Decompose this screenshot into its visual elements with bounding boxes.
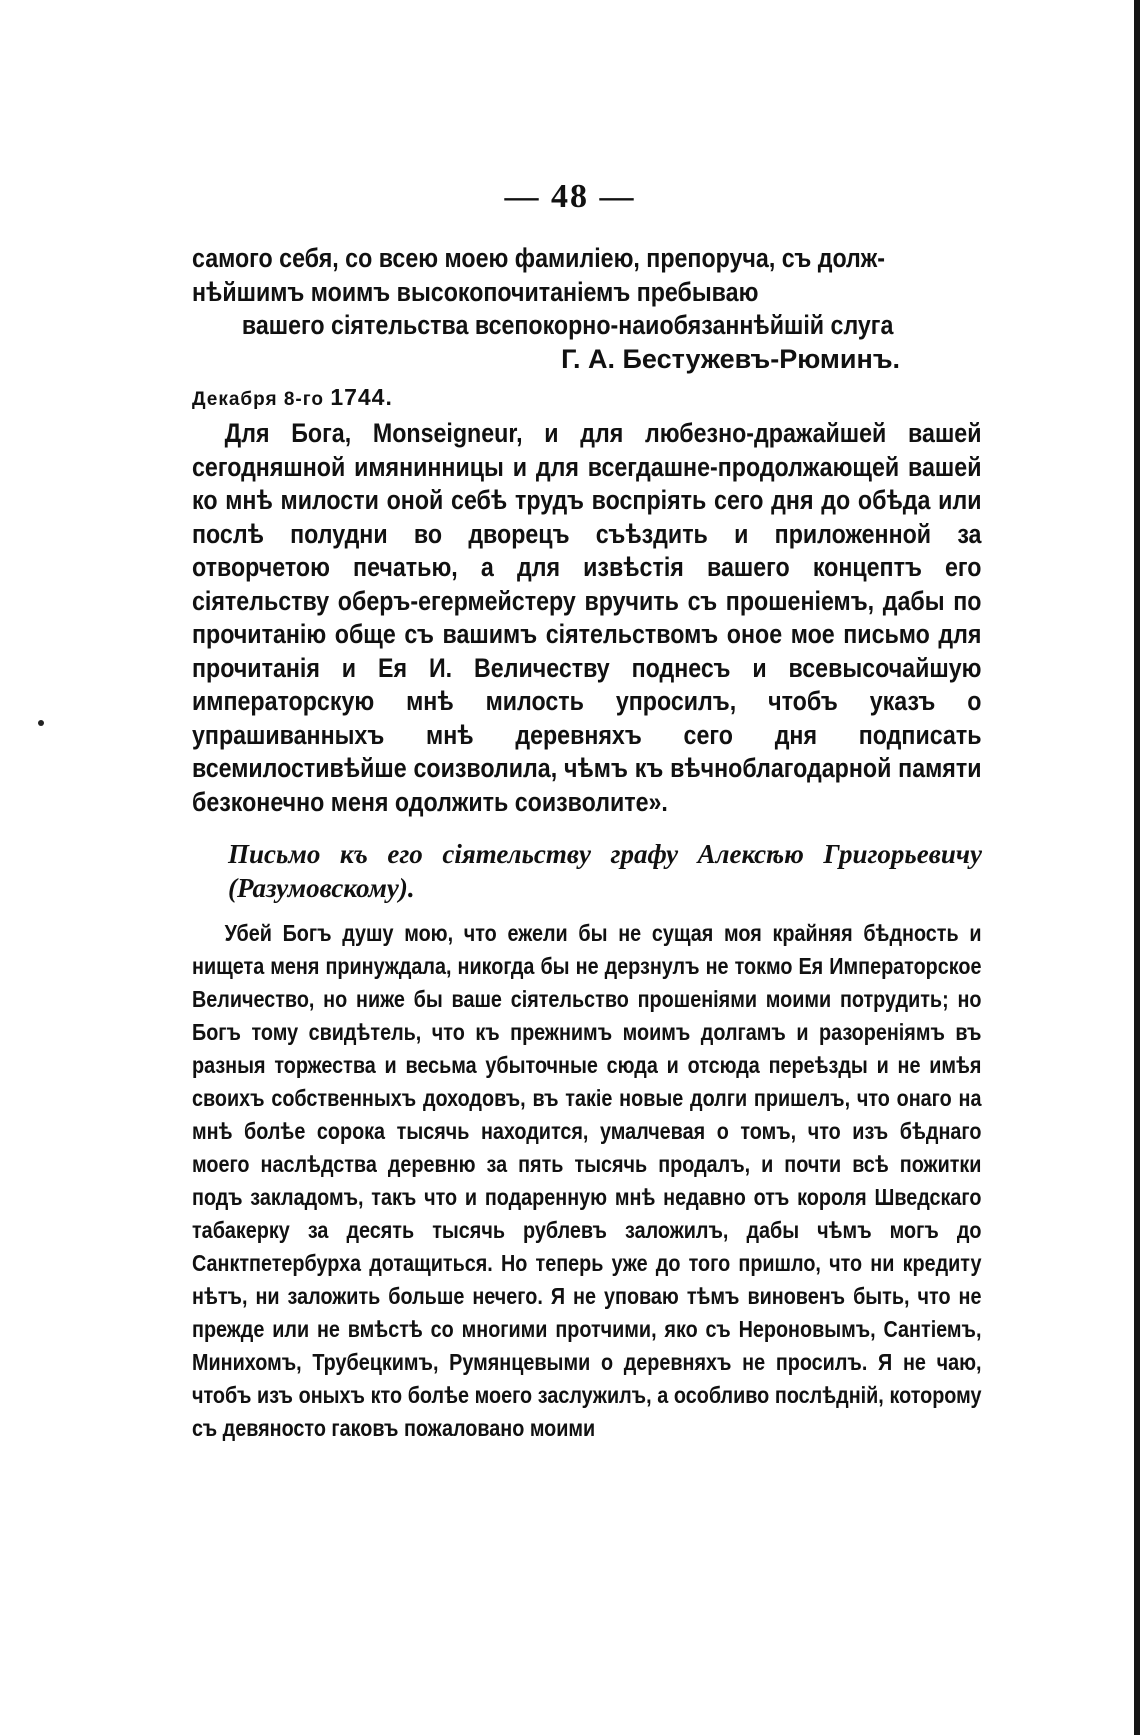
page-number: — 48 — (504, 178, 636, 215)
letter-paragraph-2: Убей Богъ душу мою, что ежели бы не сущая моя крайняя бѣдность и нищета меня принуждала, никогда бы не дерзнулъ не токмо Ея Императорское Величество, но ниже бы ваше сіятельство прошеніями моими потрудить; но Богъ тому свидѣтель, что къ прежнимъ моимъ долгамъ и разореніямъ въ разныя торжества и весьма убыточные сюда и отсюда переѣзды и не имѣя своихъ собственныхъ доходовъ, въ такіе новые долги пришелъ, что онаго на мнѣ болѣе сорока тысячь находится, умалчевая о томъ, что изъ бѣднаго моего наслѣдства деревню за пять тысячь продалъ, и почти всѣ пожитки подъ закладомъ, такъ что и подаренную мнѣ недавно отъ короля Шведскаго табакерку за десять тысячь рублевъ заложилъ, дабы чѣмъ могъ до Санктпетербурха дотащиться. Но теперь уже до того пришло, что ни кредиту нѣтъ, ни заложить больше нечего. Я не уповаю тѣмъ виновенъ быть, что не прежде или не вмѣстѣ со многими протчими, яко съ Нероновымъ, Сантіемъ, Минихомъ, Трубецкимъ, Румянцевыми о деревняхъ не просилъ. Я не чаю, чтобъ изъ оныхъ кто болѣе моего заслужилъ, а особливо послѣдній, которому съ девяносто гаковъ пожаловано моими (192, 920, 982, 1441)
date-month: Декабря 8-го (192, 389, 325, 410)
letter-heading: Письмо къ его сіятельству графу Алексѣю Григорьевичу (Разумовскому). (228, 839, 982, 903)
letter-date (192, 384, 982, 411)
signature: Г. А. Бестужевъ-Рюминъ. (561, 343, 900, 374)
date-year: 1744. (330, 384, 393, 410)
closing-line-1: самого себя, со всею моею фамиліею, препоруча, съ долж- (192, 243, 886, 273)
closing-line-2: нѣйшимъ моимъ высокопочитаніемъ пребываю (192, 276, 759, 307)
closing-line-3: вашего сіятельства всепокорно-наиобязаннѣйшій слуга (241, 310, 894, 340)
margin-speck (38, 720, 44, 726)
page-body (192, 242, 982, 1445)
letter-paragraph: Для Бога, Monseigneur, и для любезно-дражайшей вашей сегодняшной имянинницы и для всегдашне-продолжающей вашей ко мнѣ милости оной себѣ трудъ воспріять сего дня до обѣда или послѣ полудни во дворецъ съѣздить и приложенной за отворчетою печатью, а для извѣстія вашего концептъ его сіятельству оберъ-егермейстеру вручить съ прошеніемъ, дабы по прочитанію обще съ вашимъ сіятельствомъ оное мое письмо для прочитанія и Ея И. Величеству поднесъ и всевысочайшую императорскую мнѣ милость упросилъ, чтобъ указъ о упрашиванныхъ мнѣ деревняхъ сего дня подписать всемилостивѣйше соизволила, чѣмъ къ вѣчноблагодарной памяти безконечно меня одолжить соизволите». (192, 418, 982, 817)
page-edge (1134, 0, 1140, 1735)
